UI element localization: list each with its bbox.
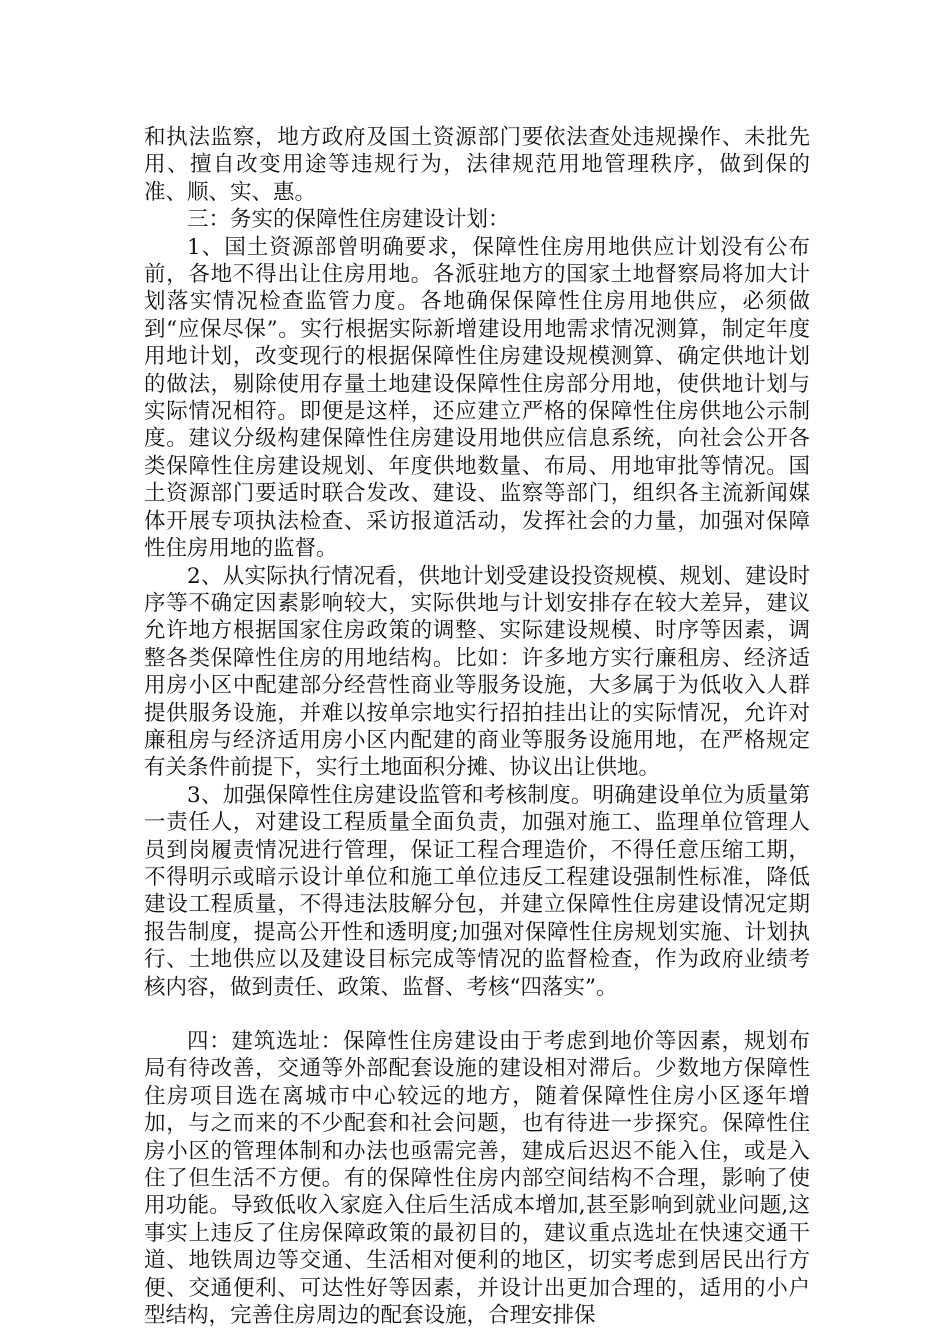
section-heading-3: 三：务实的保障性住房建设计划： xyxy=(187,207,510,233)
paragraph-item-1: 1、国土资源部曾明确要求，保障性住房用地供应计划没有公布前，各地不得出让住房用地。各派驻地方的国家土地督察局将加大计划落实情况检查监管力度。各地确保保障性住房用地供应，必须做到“应保尽保”。实行根据实际新增建设用地需求情况测算，制定年度用地计划，改变现行的根据保障性住房建设规模测算、确定供地计划的做法，剔除使用存量土地建设保障性住房部分用地，使供地计划与实际情况相符。即便是这样，还应建立严格的保障性住房供地公示制度。建议分级构建保障性住房建设用地供应信息系统，向社会公开各类保障性住房建设规划、年度供地数量、布局、用地审批等情况。国土资源部门要适时联合发改、建设、监察等部门，组织各主流新闻媒体开展专项执法检查、采访报道活动，发挥社会的力量，加强对保障性住房用地的监督。 xyxy=(144,234,810,562)
paragraph-item-3: 3、加强保障性住房建设监管和考核制度。明确建设单位为质量第一责任人，对建设工程质量全面负责，加强对施工、监理单位管理人员到岗履责情况进行管理，保证工程合理造价，不得任意压缩工期，不得明示或暗示设计单位和施工单位违反工程建设强制性标准，降低建设工程质量，不得违法肢解分包，并建立保障性住房建设情况定期报告制度，提高公开性和透明度;加强对保障性住房规划实施、计划执行、土地供应以及建设目标完成等情况的监督检查，作为政府业绩考核内容，做到责任、政策、监督、考核“四落实”。 xyxy=(144,782,810,1000)
paragraph-spacer xyxy=(144,1001,810,1028)
section-heading-4-paragraph: 四：建筑选址：保障性住房建设由于考虑到地价等因素，规划布局有待改善，交通等外部配套设施的建设相对滞后。少数地方保障性住房项目选在离城市中心较远的地方，随着保障性住房小区逐年增加，与之而来的不少配套和社会问题，也有待进一步探究。保障性住房小区的管理体制和办法也亟需完善，建成后迟迟不能入住，或是入住了但生活不方便。有的保障性住房内部空间结构不合理，影响了使用功能。导致低收入家庭入住后生活成本增加,甚至影响到就业问题,这事实上违反了住房保障政策的最初目的，建议重点选址在快速交通干道、地铁周边等交通、生活相对便利的地区，切实考虑到居民出行方便、交通便利、可达性好等因素，并设计出更加合理的，适用的小户型结构，完善住房周边的配套设施，合理安排保 xyxy=(144,1029,810,1329)
paragraph-item-2: 2、从实际执行情况看，供地计划受建设投资规模、规划、建设时序等不确定因素影响较大，实际供地与计划安排存在较大差异，建议允许地方根据国家住房政策的调整、实际建设规模、时序等因素，调整各类保障性住房的用地结构。比如：许多地方实行廉租房、经济适用房小区中配建部分经营性商业等服务设施，大多属于为低收入人群提供服务设施，并难以按单宗地实行招拍挂出让的实际情况，允许对廉租房与经济适用房小区内配建的商业等服务设施用地，在严格规定有关条件前提下，实行土地面积分摊、协议出让供地。 xyxy=(144,563,810,781)
paragraph-continuation: 和执法监察，地方政府及国土资源部门要依法查处违规操作、未批先用、擅自改变用途等违规行为，法律规范用地管理秩序，做到保的准、顺、实、惠。 xyxy=(144,125,810,205)
document-page xyxy=(144,124,810,1329)
